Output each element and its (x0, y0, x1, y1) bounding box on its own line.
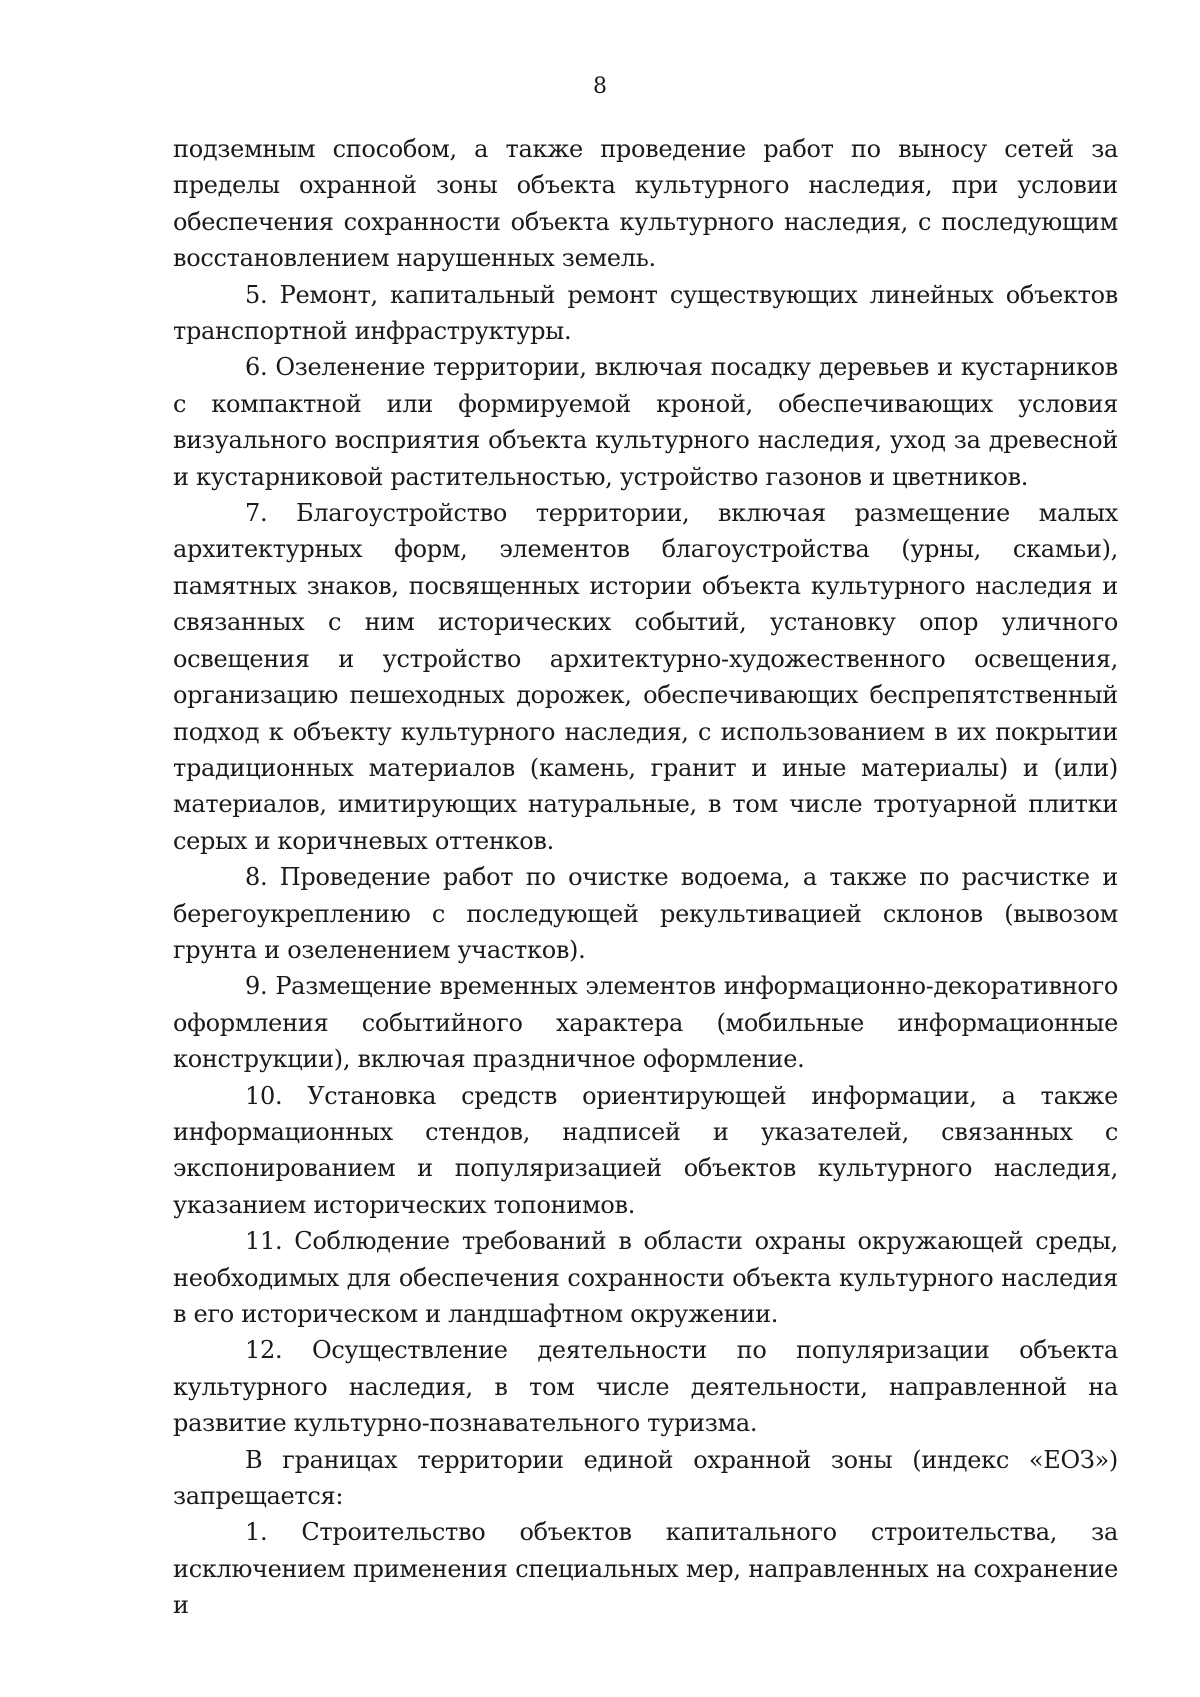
paragraph-continuation: подземным способом, а также проведение работ по выносу сетей за пределы охранной зоны объекта культурного наследия, при условии обеспечения сохранности объекта культурного наследия, с последующим восстановлением нарушенных земель. (173, 135, 1118, 273)
paragraph-item-9: 9. Размещение временных элементов информационно-декоративного оформления событийного характера (мобильные информационные конструкции), включая праздничное оформление. (173, 972, 1118, 1074)
paragraph-item-8: 8. Проведение работ по очистке водоема, а также по расчистке и берегоукреплению с последующей рекультивацией склонов (вывозом грунта и озеленением участков). (173, 863, 1118, 964)
paragraph-item-7: 7. Благоустройство территории, включая размещение малых архитектурных форм, элементов благоустройства (урны, скамьи), памятных знаков, посвященных истории объекта культурного наследия и связанных с ним исторических событий, установку опор уличного освещения и устройство архитектурно-художественного освещения, организацию пешеходных дорожек, обеспечивающих беспрепятственный подход к объекту культурного наследия, с использованием в их покрытии традиционных материалов (камень, гранит и иные материалы) и (или) материалов, имитирующих натуральные, в том числе тротуарной плитки серых и коричневых оттенков. (173, 499, 1118, 855)
paragraph-item-12: 12. Осуществление деятельности по популяризации объекта культурного наследия, в том числе деятельности, направленной на развитие культурно-познавательного туризма. (173, 1336, 1118, 1438)
paragraph-item-11: 11. Соблюдение требований в области охраны окружающей среды, необходимых для обеспечения сохранности объекта культурного наследия в его историческом и ландшафтном окружении. (173, 1227, 1118, 1328)
paragraph-item-5: 5. Ремонт, капитальный ремонт существующих линейных объектов транспортной инфраструктуры. (173, 280, 1118, 346)
page-number: 8 (593, 74, 607, 99)
paragraph-prohibited-heading: В границах территории единой охранной зоны (индекс «ЕОЗ») запрещается: (173, 1445, 1118, 1511)
paragraph-item-6: 6. Озеленение территории, включая посадку деревьев и кустарников с компактной или формируемой кроной, обеспечивающих условия визуального восприятия объекта культурного наследия, уход за древесной и кустарниковой растительностью, устройство газонов и цветников. (173, 353, 1118, 491)
paragraph-item-10: 10. Установка средств ориентирующей информации, а также информационных стендов, надписей и указателей, связанных с экспонированием и популяризацией объектов культурного наследия, указанием исторических топонимов. (173, 1081, 1118, 1219)
paragraph-prohibited-item-1: 1. Строительство объектов капитального строительства, за исключением применения специальных мер, направленных на сохранение и (173, 1518, 1118, 1620)
document-body (173, 131, 1118, 1624)
